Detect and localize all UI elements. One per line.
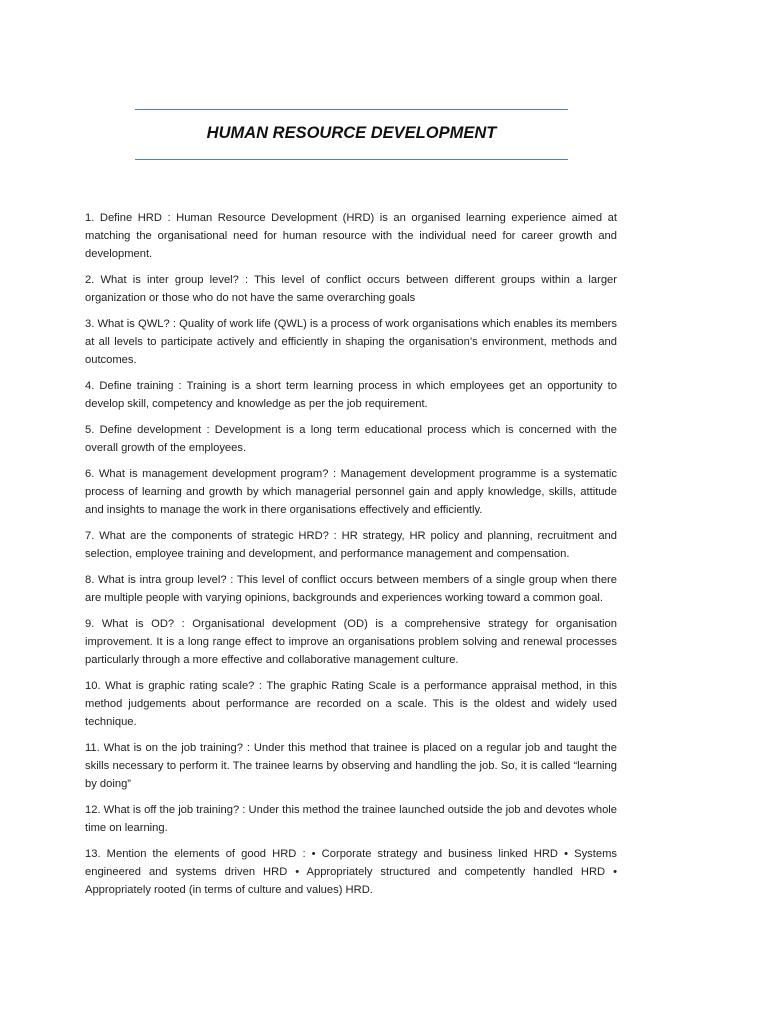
list-item: 10. What is graphic rating scale? : The graphic Rating Scale is a performance appraisal method, in this method judgements about performance are recorded on a scale. This is the oldest and widely used technique. [85, 680, 617, 728]
list-item: 11. What is on the job training? : Under this method that trainee is placed on a regular job and taught the skills necessary to perform it. The trainee learns by observing and handling the job. So, it is called “learning by doing” [85, 742, 617, 790]
page-title: HUMAN RESOURCE DEVELOPMENT [206, 124, 497, 142]
question-list [85, 209, 617, 907]
list-item: 2. What is inter group level? : This level of conflict occurs between different groups within a larger organization or those who do not have the same overarching goals [85, 274, 617, 304]
title-top-rule [135, 109, 568, 110]
list-item: 8. What is intra group level? : This level of conflict occurs between members of a single group when there are multiple people with varying opinions, backgrounds and experiences working toward a common goal. [85, 574, 617, 604]
list-item: 13. Mention the elements of good HRD : • Corporate strategy and business linked HRD • Systems engineered and systems driven HRD • Appropriately structured and competently handled HRD • Appropriately rooted (in terms of culture and values) HRD. [85, 848, 617, 896]
list-item: 5. Define development : Development is a long term educational process which is concerned with the overall growth of the employees. [85, 424, 617, 454]
list-item: 1. Define HRD : Human Resource Development (HRD) is an organised learning experience aimed at matching the organisational need for human resource with the individual need for career growth and development. [85, 212, 617, 260]
list-item: 6. What is management development program? : Management development programme is a systematic process of learning and growth by which managerial personnel gain and apply knowledge, skills, attitude and insights to manage the work in there organisations effectively and efficiently. [85, 468, 617, 516]
list-item: 4. Define training : Training is a short term learning process in which employees get an opportunity to develop skill, competency and knowledge as per the job requirement. [85, 380, 617, 410]
list-item: 7. What are the components of strategic HRD? : HR strategy, HR policy and planning, recruitment and selection, employee training and development, and performance management and compensation. [85, 530, 617, 560]
list-item: 12. What is off the job training? : Under this method the trainee launched outside the job and devotes whole time on learning. [85, 804, 617, 834]
list-item: 3. What is QWL? : Quality of work life (QWL) is a process of work organisations which enables its members at all levels to participate actively and efficiently in shaping the organisation’s environment, methods and outcomes. [85, 318, 617, 366]
title-bottom-rule [135, 159, 568, 160]
list-item: 9. What is OD? : Organisational development (OD) is a comprehensive strategy for organisation improvement. It is a long range effect to improve an organisations problem solving and renewal processes particularly through a more effective and collaborative management culture. [85, 618, 617, 666]
